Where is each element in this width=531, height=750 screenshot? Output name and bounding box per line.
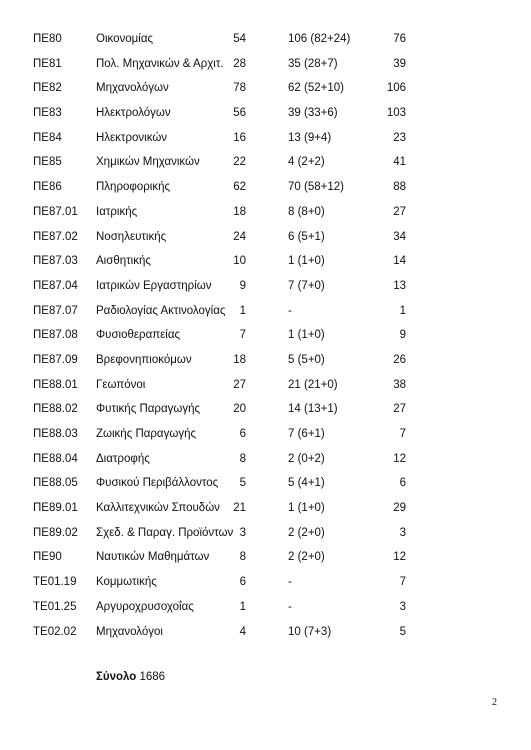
table-row: [0, 201, 531, 226]
specialty-code: ΠΕ88.02: [33, 403, 78, 416]
table-row: [0, 546, 531, 571]
count-col-3: 41: [393, 156, 406, 169]
total-label: Σύνολο: [96, 671, 137, 683]
count-col-3: 76: [393, 33, 406, 45]
count-col-3: 9: [399, 329, 406, 342]
count-col-3: 26: [393, 353, 406, 366]
specialty-name: Ναυτικών Μαθημάτων: [96, 551, 210, 564]
count-col-2: -: [288, 304, 292, 317]
table-row: [0, 127, 531, 152]
count-col-1: 1: [239, 600, 246, 613]
count-col-3: 39: [393, 57, 406, 70]
specialty-name: Χημικών Μηχανικών: [96, 156, 200, 169]
count-col-2: 2 (2+0): [288, 526, 325, 539]
specialty-code: ΠΕ89.01: [33, 502, 78, 515]
count-col-1: 21: [233, 502, 246, 515]
count-col-1: 20: [233, 403, 246, 416]
specialty-code: ΠΕ83: [33, 107, 62, 120]
table-row: [0, 250, 531, 275]
count-col-2: 35 (28+7): [288, 57, 338, 70]
count-col-2: 1 (1+0): [288, 329, 325, 342]
specialty-name: Σχεδ. & Παραγ. Προϊόντων: [96, 526, 234, 539]
count-col-2: 2 (2+0): [288, 551, 325, 564]
count-col-2: 1 (1+0): [288, 255, 325, 268]
count-col-2: 5 (4+1): [288, 477, 325, 490]
specialty-code: ΠΕ87.03: [33, 255, 78, 268]
specialty-code: ΠΕ87.09: [33, 353, 78, 366]
count-col-3: 38: [393, 378, 406, 391]
specialty-name: Ηλεκτρολόγων: [96, 107, 171, 120]
specialty-name: Γεωπόνοι: [96, 378, 146, 391]
count-col-3: 1: [399, 304, 406, 317]
count-col-3: 103: [386, 107, 406, 120]
count-col-1: 27: [233, 378, 246, 391]
table-row: [0, 448, 531, 473]
count-col-1: 8: [239, 551, 246, 564]
table-row: [0, 349, 531, 374]
table-row: [0, 77, 531, 102]
count-col-1: 4: [239, 625, 246, 638]
count-col-2: 70 (58+12): [288, 181, 344, 194]
count-col-3: 106: [386, 82, 406, 95]
count-col-1: 24: [233, 230, 246, 243]
table-row: [0, 596, 531, 621]
count-col-1: 8: [239, 452, 246, 465]
table-row: [0, 522, 531, 547]
count-col-3: 7: [399, 428, 406, 440]
count-col-2: 7 (6+1): [288, 428, 325, 440]
specialty-code: ΠΕ87.04: [33, 279, 78, 292]
table-row: [0, 28, 531, 53]
count-col-1: 18: [233, 353, 246, 366]
table-row: [0, 53, 531, 78]
table-row: [0, 398, 531, 423]
specialty-code: ΤΕ01.19: [33, 576, 77, 589]
specialty-name: Αργυροχρυσοχοΐας: [96, 600, 194, 613]
count-col-3: 3: [399, 526, 406, 539]
count-col-2: 7 (7+0): [288, 279, 325, 292]
table-row: [0, 497, 531, 522]
specialty-name: Βρεφονηπιοκόμων: [96, 353, 192, 366]
count-col-3: 3: [399, 600, 406, 613]
count-col-2: 106 (82+24): [288, 33, 351, 45]
count-col-2: 4 (2+2): [288, 156, 325, 169]
table-row: [0, 176, 531, 201]
count-col-1: 18: [233, 205, 246, 218]
count-col-3: 14: [393, 255, 406, 268]
specialty-name: Ραδιολογίας Ακτινολογίας: [96, 304, 226, 317]
specialty-code: ΠΕ88.03: [33, 428, 78, 440]
count-col-2: -: [288, 576, 292, 589]
table-row: [0, 102, 531, 127]
count-col-2: 2 (0+2): [288, 452, 325, 465]
specialty-name: Οικονομίας: [96, 33, 154, 45]
count-col-2: 14 (13+1): [288, 403, 338, 416]
specialty-name: Πληροφορικής: [96, 181, 171, 194]
table-row: [0, 621, 531, 646]
specialty-code: ΠΕ90: [33, 551, 62, 564]
table-row: [0, 226, 531, 251]
count-col-1: 1: [239, 304, 246, 317]
total-value: 1686: [139, 671, 166, 683]
count-col-3: 13: [393, 279, 406, 292]
specialty-name: Φυσιοθεραπείας: [96, 329, 181, 342]
count-col-3: 12: [393, 452, 406, 465]
specialties-table: [0, 28, 531, 645]
count-col-2: 62 (52+10): [288, 82, 344, 95]
count-col-1: 22: [233, 156, 246, 169]
count-col-1: 78: [233, 82, 246, 95]
count-col-2: -: [288, 600, 292, 613]
specialty-code: ΠΕ85: [33, 156, 62, 169]
count-col-3: 27: [393, 205, 406, 218]
specialty-name: Κομμωτικής: [96, 576, 157, 589]
count-col-1: 6: [239, 428, 246, 440]
specialty-name: Πολ. Μηχανικών & Αρχιτ.: [96, 57, 224, 70]
total-line: [96, 670, 165, 684]
count-col-2: 21 (21+0): [288, 378, 338, 391]
specialty-code: ΤΕ02.02: [33, 625, 77, 638]
count-col-1: 54: [233, 33, 246, 45]
count-col-1: 16: [233, 131, 246, 144]
specialty-name: Μηχανολόγοι: [96, 625, 163, 638]
table-row: [0, 324, 531, 349]
count-col-3: 29: [393, 502, 406, 515]
count-col-1: 28: [233, 57, 246, 70]
count-col-1: 6: [239, 576, 246, 589]
specialty-name: Ηλεκτρονικών: [96, 131, 168, 144]
count-col-3: 34: [393, 230, 406, 243]
specialty-code: ΠΕ88.01: [33, 378, 78, 391]
specialty-name: Φυσικού Περιβάλλοντος: [96, 477, 219, 490]
specialty-code: ΠΕ87.08: [33, 329, 78, 342]
specialty-code: ΠΕ89.02: [33, 526, 78, 539]
specialty-code: ΠΕ88.05: [33, 477, 78, 490]
count-col-3: 7: [399, 576, 406, 589]
specialty-name: Μηχανολόγων: [96, 82, 169, 95]
count-col-3: 23: [393, 131, 406, 144]
table-row: [0, 300, 531, 325]
specialty-code: ΤΕ01.25: [33, 600, 77, 613]
table-row: [0, 374, 531, 399]
specialty-code: ΠΕ80: [33, 33, 62, 45]
count-col-1: 56: [233, 107, 246, 120]
table-row: [0, 571, 531, 596]
count-col-3: 12: [393, 551, 406, 564]
specialty-name: Ιατρικών Εργαστηρίων: [96, 279, 212, 292]
specialty-name: Νοσηλευτικής: [96, 230, 167, 243]
specialty-name: Φυτικής Παραγωγής: [96, 403, 201, 416]
count-col-3: 88: [393, 181, 406, 194]
count-col-2: 39 (33+6): [288, 107, 338, 120]
table-row: [0, 151, 531, 176]
count-col-2: 1 (1+0): [288, 502, 325, 515]
count-col-1: 5: [239, 477, 246, 490]
specialty-name: Αισθητικής: [96, 255, 151, 268]
specialty-name: Καλλιτεχνικών Σπουδών: [96, 502, 220, 515]
count-col-3: 6: [399, 477, 406, 490]
count-col-2: 8 (8+0): [288, 205, 325, 218]
table-row: [0, 423, 531, 448]
count-col-1: 7: [239, 329, 246, 342]
count-col-1: 10: [233, 255, 246, 268]
count-col-1: 62: [233, 181, 246, 194]
count-col-2: 10 (7+3): [288, 625, 332, 638]
specialty-code: ΠΕ81: [33, 57, 62, 70]
count-col-3: 27: [393, 403, 406, 416]
specialty-name: Ζωικής Παραγωγής: [96, 428, 197, 440]
specialty-name: Ιατρικής: [96, 205, 138, 218]
specialty-code: ΠΕ87.07: [33, 304, 78, 317]
count-col-1: 3: [239, 526, 246, 539]
count-col-1: 9: [239, 279, 246, 292]
specialty-name: Διατροφής: [96, 452, 150, 465]
page-number: 2: [492, 697, 497, 708]
table-row: [0, 275, 531, 300]
count-col-3: 5: [399, 625, 406, 638]
table-row: [0, 472, 531, 497]
specialty-code: ΠΕ87.01: [33, 205, 78, 218]
specialty-code: ΠΕ86: [33, 181, 62, 194]
count-col-2: 6 (5+1): [288, 230, 325, 243]
specialty-code: ΠΕ88.04: [33, 452, 78, 465]
count-col-2: 13 (9+4): [288, 131, 332, 144]
specialty-code: ΠΕ84: [33, 131, 62, 144]
specialty-code: ΠΕ82: [33, 82, 62, 95]
specialty-code: ΠΕ87.02: [33, 230, 78, 243]
count-col-2: 5 (5+0): [288, 353, 325, 366]
